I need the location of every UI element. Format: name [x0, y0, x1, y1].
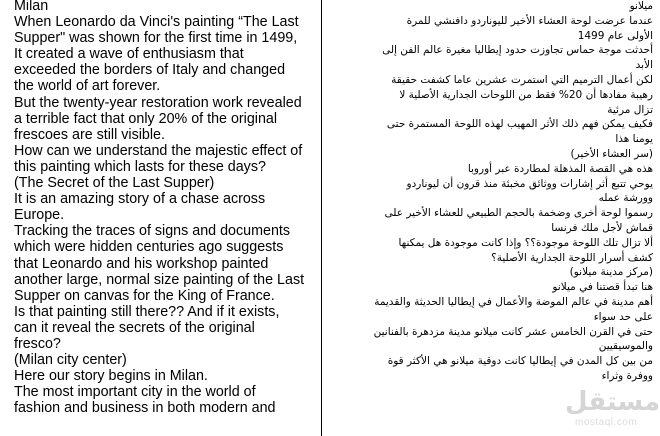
arabic-line: فكيف يمكن فهم ذلك الأثر المهيب لهذه اللوحة المستمرة حتى [386, 118, 653, 131]
english-line: (The Secret of the Last Supper) [14, 175, 215, 192]
english-line: Tracking the traces of signs and documents [14, 223, 291, 240]
english-line: that Leonardo and his workshop painted [14, 255, 269, 272]
english-line: But the twenty-year restoration work revealed [14, 94, 302, 111]
arabic-line: (مركز مدينة ميلانو) [569, 266, 653, 279]
arabic-line: عندما عرضت لوحة العشاء الأخير لليوناردو دافنشي للمرة [406, 14, 653, 27]
watermark-site: mostaql.com [575, 417, 638, 428]
arabic-line: هذه هي القصة المذهلة لمطاردة عبر أوروبا [467, 162, 653, 175]
arabic-column [323, 0, 660, 436]
arabic-line: من بين كل المدن في إيطاليا كانت دوقية ميلانو هي الأكثر قوة [387, 355, 653, 368]
english-line: (Milan city center) [14, 352, 127, 369]
arabic-line: رسموا لوحة أخرى وضخمة بالحجم الطبيعي للعشاء الأخير على [384, 207, 653, 220]
arabic-line: والموسيقيين [598, 340, 653, 353]
arabic-line: كشف أسرار اللوحة الجدارية الأصلية؟ [491, 251, 653, 264]
arabic-line: هنا تبدأ قصتنا في ميلانو [552, 281, 653, 294]
english-text [14, 0, 320, 416]
english-line: this painting which lasts for these days? [14, 158, 266, 175]
arabic-line: يوحي تتبع أثر إشارات ووثائق مخبئة منذ قرون أن ليوناردو [406, 177, 653, 190]
english-line: Supper on canvas for the King of France. [14, 287, 275, 304]
english-line: exceeded the borders of Italy and changed [14, 62, 286, 79]
english-line: Supper" was shown for the first time in 1499, [14, 30, 298, 47]
english-line: can it reveal the secrets of the original [14, 319, 255, 336]
arabic-line: وورشة عمله [598, 192, 653, 205]
arabic-text [333, 0, 653, 384]
english-line: frescoes are still visible. [14, 126, 165, 143]
english-line: It created a wave of enthusiasm that [14, 46, 244, 63]
english-line: another large, normal size painting of the Last [14, 271, 305, 288]
arabic-line: الأبد [635, 59, 653, 72]
arabic-line: لكن أعمال الترميم التي استمرت عشرين عاما كشفت حقيقة [391, 73, 653, 86]
english-line: the world of art forever. [14, 78, 161, 95]
english-line: which were hidden centuries ago suggests [14, 239, 284, 256]
watermark-logo: مستقل [565, 387, 660, 417]
english-line: fresco? [14, 335, 61, 352]
english-line: a terrible fact that only 20% of the original [14, 110, 278, 127]
arabic-line: حتى في القرن الخامس عشر كانت ميلانو مدينة مزدهرة بالفنانين [373, 325, 653, 338]
column-divider [321, 0, 322, 436]
english-line: It is an amazing story of a chase across [14, 191, 266, 208]
english-line: fashion and business in both modern and [14, 400, 276, 417]
english-line: Europe. [14, 207, 65, 224]
english-line: Milan [14, 0, 49, 14]
arabic-line: قماش لأجل ملك فرنسا [551, 221, 653, 234]
arabic-line: الأولى عام 1499 [577, 29, 653, 42]
english-line: The most important city in the world of [14, 384, 256, 401]
english-line: Here our story begins in Milan. [14, 368, 208, 385]
arabic-line: أهم مدينة في عالم الموضة والأعمال في إيطاليا الحديثة والقديمة [374, 295, 653, 308]
arabic-line: ووفرة وثراء [601, 369, 653, 382]
arabic-line: تزال مرئية [607, 103, 653, 116]
arabic-line: يومنا هذا [615, 133, 653, 146]
arabic-line: ميلانو [629, 0, 653, 12]
arabic-line: ألا تزال تلك اللوحة موجودة؟؟ وإذا كانت موجودة هل يمكنها [398, 236, 653, 249]
english-line: When Leonardo da Vinci's painting “The Last [14, 14, 299, 31]
english-column [0, 0, 322, 436]
arabic-line: رهيبة مفادها أن 20% فقط من اللوحات الجدارية الأصلية لا [399, 88, 653, 101]
arabic-line: (سر العشاء الأخير) [570, 147, 653, 160]
arabic-line: على حد سواء [593, 310, 653, 323]
mostaql-watermark [565, 387, 660, 433]
english-line: How can we understand the majestic effect of [14, 142, 303, 159]
english-line: Is that painting still there?? And if it exists, [14, 303, 280, 320]
arabic-line: أحدثت موجة حماس تجاوزت حدود إيطاليا مغيرة عالم الفن إلى [382, 44, 653, 57]
